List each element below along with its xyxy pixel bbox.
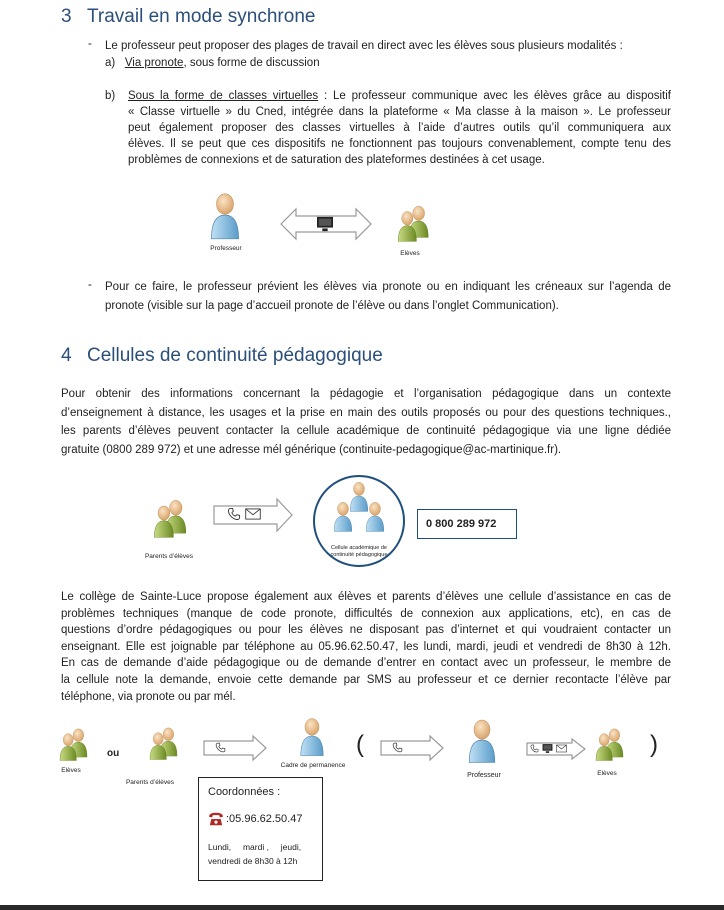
teacher-icon: [466, 716, 498, 764]
text-line: élèves. Il se peut que ces dispositifs ne fonctionnent pas toujours convenablement, compte tenu des: [128, 138, 671, 150]
text-line: enseignant. Elle est joignable par téléphone au 05.96.62.50.47, les lundi, mardi, jeudi et vendredi de 8h30 à 12h.: [61, 640, 671, 653]
parenthesis: (: [356, 731, 364, 758]
text-line: problèmes techniques (manque de code pronote, difficultés de connexion aux applications, etc), en cas de: [61, 607, 671, 620]
contact-hours: [208, 840, 314, 868]
section-4-heading: [61, 345, 383, 367]
bullet-dash: -: [88, 279, 92, 291]
parents-icon: [148, 724, 184, 762]
arrow-icon: [213, 498, 293, 532]
item-a: [105, 55, 320, 71]
or-text: ou: [107, 748, 120, 759]
section-title: Cellules de continuité pédagogique: [87, 345, 383, 366]
text-line: Le collège de Sainte-Luce propose également aux élèves et parents d’élèves une cellule d’assistance en cas de: [61, 591, 671, 603]
text-line: peut également proposer des classes virtuelles à l’aide d’autres outils qu’il communiquera aux: [128, 122, 671, 134]
bullet-text: Le professeur peut proposer des plages de travail en direct avec les élèves sous plusieurs modalités :: [105, 40, 623, 52]
staff-icon: [298, 716, 326, 756]
figure-label: Cellule académique de continuité pédagogique: [330, 545, 388, 558]
phone-icon: [208, 812, 224, 826]
text-line: les parents d’élèves peuvent contacter la cellule académique de continuité pédagogique via une ligne dédiée: [61, 425, 671, 437]
classes-virtuelles-link: Sous la forme de classes virtuelles: [128, 90, 319, 102]
phone-number: :05.96.62.50.47: [226, 813, 303, 825]
bottom-bar: [0, 905, 724, 910]
paragraph: [61, 385, 671, 459]
item-label: b): [105, 90, 116, 102]
item-label: a): [105, 57, 116, 69]
arrow-icon: [380, 735, 444, 761]
text-line: pronote (visible sur la page d’accueil pronote de l’élève ou dans l’onglet Communication).: [105, 300, 559, 312]
text-line: téléphone, via pronote ou par mél.: [61, 690, 236, 703]
figure-label: Professeur: [210, 245, 242, 252]
figure-label: Elèves: [61, 767, 81, 774]
figure-label: Cadre de permanence: [280, 762, 346, 769]
text-line: Pour obtenir des informations concernant la pédagogie et l’organisation pédagogique dans un contexte: [61, 388, 671, 400]
figure-label: Elèves: [597, 770, 617, 777]
contact-title: Coordonnées :: [208, 786, 281, 798]
students-icon: [58, 726, 94, 762]
text-line: En cas de demande d’aide pédagogique ou de demande d’entrer en contact avec un professeur, le membre de: [61, 657, 671, 670]
bullet-dash: -: [88, 38, 92, 50]
arrow-icon: [203, 735, 267, 761]
students-icon: [396, 204, 436, 242]
hotline-box: 0 800 289 972: [417, 509, 517, 539]
parenthesis: ): [650, 731, 658, 758]
text-line: questions d’ordre pédagogiques ou pour les élèves ne disposant pas d’internet et qui voudraient contacter un: [61, 624, 671, 637]
text-line: « Classe virtuelle » du Cned, intégrée dans la plateforme « Ma classe à la maison ». Le professeur: [128, 106, 671, 118]
item-b-text: [128, 88, 671, 168]
bullet-text: [105, 279, 671, 314]
arrow-icon: [526, 738, 586, 760]
figure-label: Professeur: [467, 772, 501, 779]
via-pronote-link: Via pronote: [124, 57, 184, 69]
figure-label: Elèves: [400, 250, 420, 257]
section-number: 4: [61, 345, 72, 366]
contact-box: [198, 777, 323, 881]
students-icon: [594, 726, 630, 762]
teacher-icon: [208, 190, 242, 240]
section-number: 3: [61, 6, 72, 27]
double-arrow-icon: [280, 208, 372, 240]
text-line: gratuite (0800 289 972) et une adresse mél générique (continuite-pedagogique@ac-martinique.fr).: [61, 443, 562, 456]
parents-icon: [152, 498, 194, 538]
text-line: d’enseignement à distance, les usages et la prise en main des outils proposés ou pour des questions techniques.,: [61, 406, 671, 419]
text-line: la cellule note la demande, envoie cette demande par SMS au professeur et ce dernier recontacte l’élève par: [61, 673, 671, 686]
section-title: Travail en mode synchrone: [87, 6, 316, 27]
section-3-heading: [61, 6, 315, 28]
days-text: Lundi, mardi , jeudi,: [208, 842, 302, 852]
hours-text: vendredi de 8h30 à 12h: [208, 856, 298, 866]
paragraph: [61, 589, 671, 705]
text-line: Pour ce faire, le professeur prévient les élèves via pronote ou en indiquant les créneaux sur l’agenda de: [105, 281, 671, 293]
text-line: problèmes de connexions et de saturation des plateformes destinées à cet usage.: [128, 154, 545, 166]
text-line: : Le professeur communique avec les élèves grâce au dispositif: [318, 90, 671, 102]
item-text: , sous forme de discussion: [183, 57, 320, 69]
figure-label: Parents d’élèves: [125, 779, 175, 786]
contact-phone: [208, 812, 302, 826]
figure-label: Parents d’élèves: [144, 553, 194, 560]
